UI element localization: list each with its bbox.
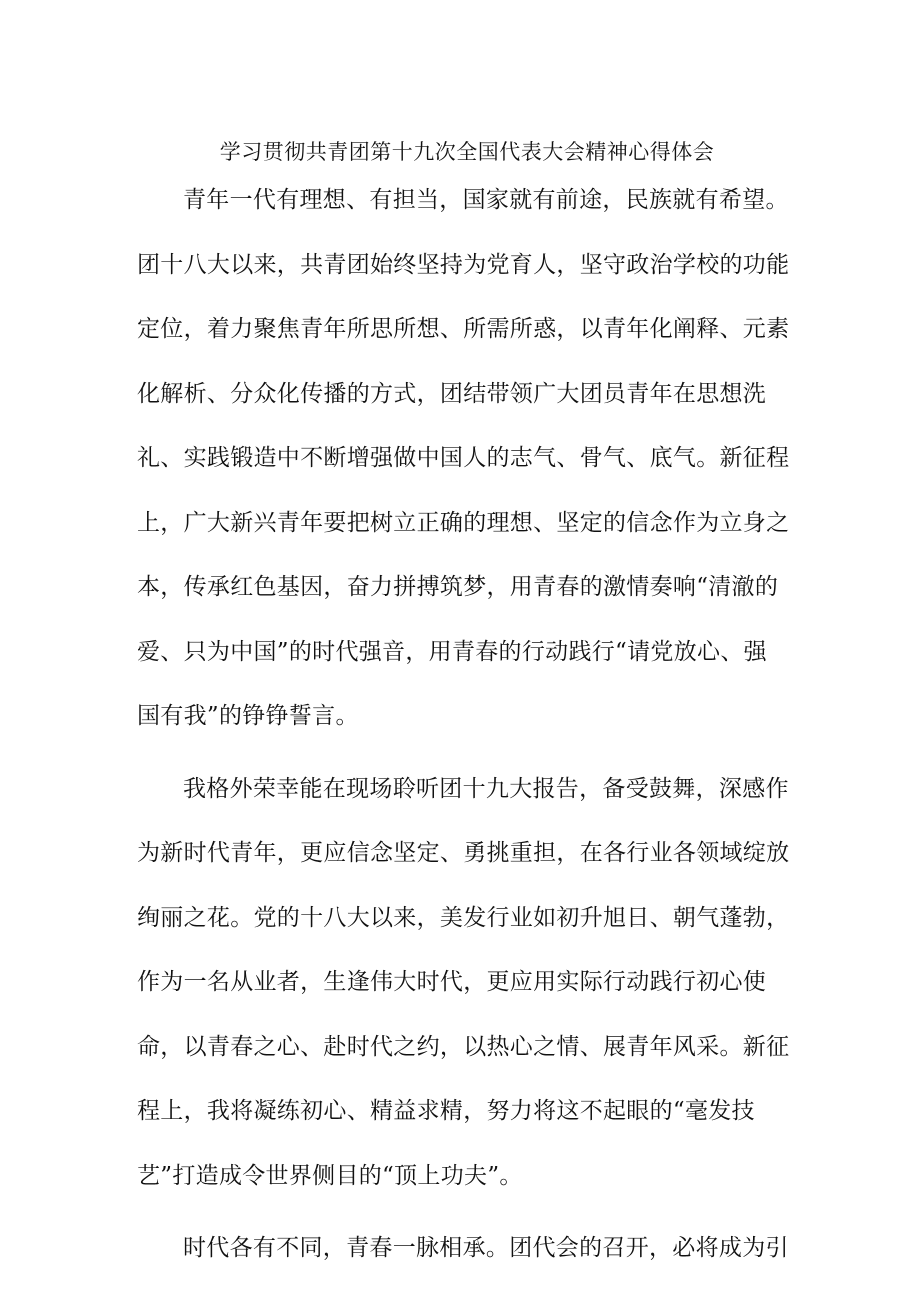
paragraph-line: 团十八大以来，共青团始终坚持为党育人，坚守政治学校的功能: [137, 251, 790, 278]
paragraph-line: 定位，着力聚焦青年所思所想、所需所惑，以青年化阐释、元素: [137, 316, 790, 342]
paragraph-line: 爱、只为中国”的时代强音，用青春的行动践行“请党放心、强: [137, 638, 767, 665]
paragraph-spacer: [137, 1208, 797, 1216]
paragraph-2: [137, 757, 797, 1209]
paragraph-line: 绚丽之花。党的十八大以来，美发行业如初升旭日、朝气蓬勃，: [137, 904, 790, 931]
document-title: 学习贯彻共青团第十九次全国代表大会精神心得体会: [219, 140, 715, 164]
paragraph-3: [137, 1216, 797, 1281]
paragraph-line: 时代各有不同，青春一脉相承。团代会的召开，必将成为引: [183, 1235, 789, 1261]
paragraph-1: [137, 168, 797, 749]
paragraph-spacer: [137, 749, 797, 757]
paragraph-line: 艺”打造成令世界侧目的“顶上功夫”。: [137, 1162, 523, 1189]
paragraph-line: 国有我”的铮铮誓言。: [137, 703, 359, 729]
paragraph-line: 命，以青春之心、赴时代之约，以热心之情、展青年风采。新征: [137, 1033, 790, 1060]
document-body: [137, 168, 797, 1281]
paragraph-line: 青年一代有理想、有担当，国家就有前途，民族就有希望。: [183, 187, 789, 213]
paragraph-line: 礼、实践锻造中不断增强做中国人的志气、骨气、底气。新征程: [137, 445, 790, 471]
paragraph-line: 本，传承红色基因，奋力拼搏筑梦，用青春的激情奏响“清澈的: [137, 574, 779, 600]
paragraph-line: 作为一名从业者，生逢伟大时代，更应用实际行动践行初心使: [137, 969, 767, 995]
paragraph-line: 我格外荣幸能在现场聆听团十九大报告，备受鼓舞，深感作: [183, 775, 789, 802]
paragraph-line: 程上，我将凝练初心、精益求精，努力将这不起眼的“毫发技: [137, 1098, 755, 1124]
paragraph-line: 化解析、分众化传播的方式，团结带领广大团员青年在思想洗: [137, 380, 767, 407]
paragraph-line: 为新时代青年，更应信念坚定、勇挑重担，在各行业各领域绽放: [137, 840, 790, 866]
paragraph-line: 上，广大新兴青年要把树立正确的理想、坚定的信念作为立身之: [137, 509, 790, 536]
